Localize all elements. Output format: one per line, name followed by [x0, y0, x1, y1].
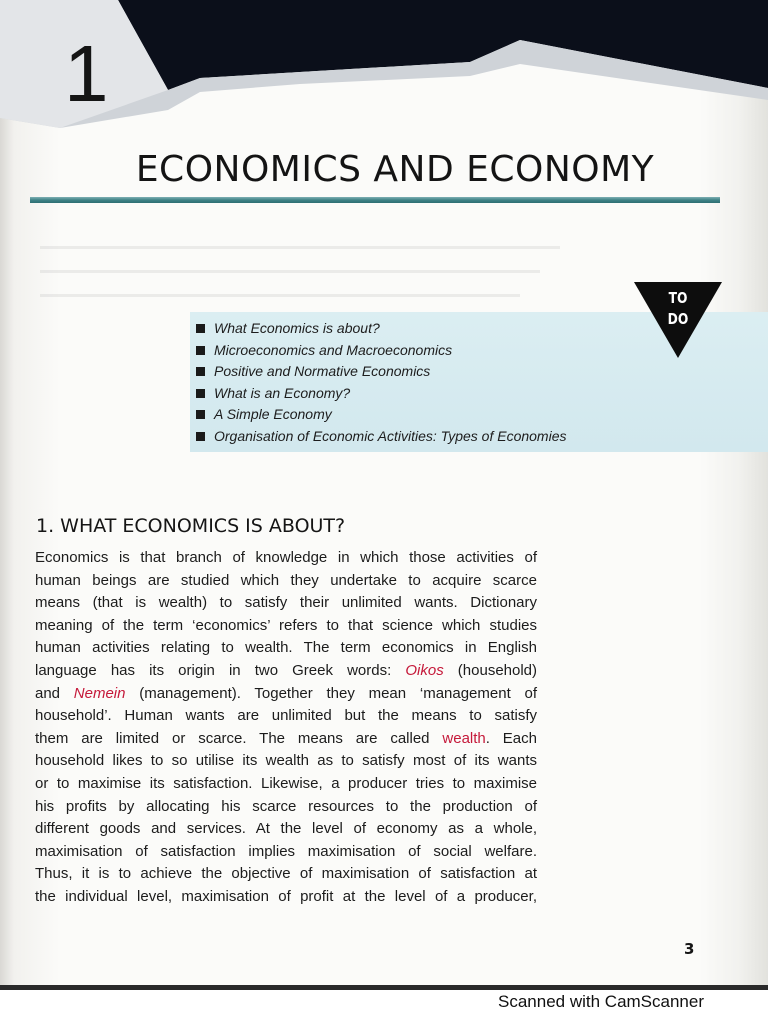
- line-text: the individual level, maximisation of profit at the level of a producer,: [35, 887, 537, 905]
- paragraph-line: [35, 728, 537, 751]
- line-text: human beings are studied which they undertake to acquire scarce: [35, 571, 537, 589]
- todo-item: What is an Economy?: [196, 383, 566, 405]
- todo-list: [196, 318, 566, 448]
- highlighted-term: Oikos: [405, 661, 444, 679]
- chapter-title: ECONOMICS AND ECONOMY: [135, 149, 655, 190]
- square-bullet-icon: [196, 410, 205, 419]
- todo-item: A Simple Economy: [196, 404, 566, 426]
- line-text: . Each: [485, 729, 537, 747]
- paragraph-line: [35, 818, 537, 841]
- line-text: and: [35, 684, 74, 702]
- square-bullet-icon: [196, 389, 205, 398]
- paragraph-line: [35, 660, 537, 683]
- line-text: them are limited or scarce. The means are called: [35, 729, 443, 747]
- highlighted-term: Nemein: [73, 684, 126, 702]
- paragraph-line: [35, 796, 537, 819]
- line-text: Thus, it is to achieve the objective of maximisation of satisfaction at: [35, 865, 537, 883]
- line-text: Economics is that branch of knowledge in which those activities of: [35, 549, 537, 566]
- todo-item: Organisation of Economic Activities: Types of Economies: [196, 426, 566, 448]
- chapter-header-band: [0, 0, 768, 140]
- scanner-watermark: Scanned with CamScanner: [498, 992, 705, 1011]
- todo-item: What Economics is about?: [196, 318, 566, 340]
- paragraph-line: [35, 592, 537, 615]
- todo-label: [655, 288, 701, 330]
- paragraph-line: [35, 683, 537, 706]
- todo-item: Microeconomics and Macroeconomics: [196, 340, 566, 362]
- page-number: 3: [684, 940, 695, 958]
- show-through-line: [40, 294, 520, 297]
- square-bullet-icon: [196, 432, 205, 441]
- todo-label-line: DO: [667, 310, 689, 328]
- highlighted-term: wealth: [442, 729, 486, 747]
- paragraph-line: [35, 750, 537, 773]
- line-text: or to maximise its satisfaction. Likewise, a producer tries to maximise: [35, 774, 537, 792]
- paragraph-line: [35, 570, 537, 593]
- line-text: different goods and services. At the level of economy as a whole,: [35, 820, 537, 838]
- line-text: household likes to so utilise its wealth as to satisfy most of its wants: [35, 752, 537, 770]
- body-paragraph: [35, 547, 537, 909]
- paragraph-line: [35, 547, 537, 570]
- show-through-line: [40, 246, 560, 249]
- paragraph-line: [35, 886, 537, 909]
- todo-label-line: TO: [668, 289, 688, 307]
- line-text: language has its origin in two Greek words:: [35, 661, 406, 679]
- line-text: human activities relating to wealth. The term economics in English: [35, 639, 537, 657]
- paragraph-line: [35, 705, 537, 728]
- todo-item: Positive and Normative Economics: [196, 361, 566, 383]
- paragraph-line: [35, 637, 537, 660]
- line-text: (management). Together they mean ‘management of: [125, 684, 538, 702]
- line-text: maximisation of satisfaction implies maximisation of social welfare.: [35, 842, 537, 860]
- line-text: meaning of the term ‘economics’ refers to that science which studies: [35, 616, 537, 634]
- show-through-line: [40, 270, 540, 273]
- line-text: his profits by allocating his scarce resources to the production of: [35, 797, 537, 815]
- square-bullet-icon: [196, 367, 205, 376]
- line-text: household’. Human wants are unlimited but the means to satisfy: [35, 707, 537, 725]
- section-heading: 1. WHAT ECONOMICS IS ABOUT?: [36, 515, 346, 537]
- chapter-number: 1: [64, 29, 107, 118]
- page-edge: [0, 985, 768, 990]
- paragraph-line: [35, 841, 537, 864]
- square-bullet-icon: [196, 324, 205, 333]
- line-text: (household): [443, 661, 538, 679]
- paragraph-line: [35, 615, 537, 638]
- square-bullet-icon: [196, 346, 205, 355]
- paragraph-line: [35, 863, 537, 886]
- title-underline: [30, 197, 720, 203]
- line-text: means (that is wealth) to satisfy their unlimited wants. Dictionary: [35, 594, 537, 612]
- paragraph-line: [35, 773, 537, 796]
